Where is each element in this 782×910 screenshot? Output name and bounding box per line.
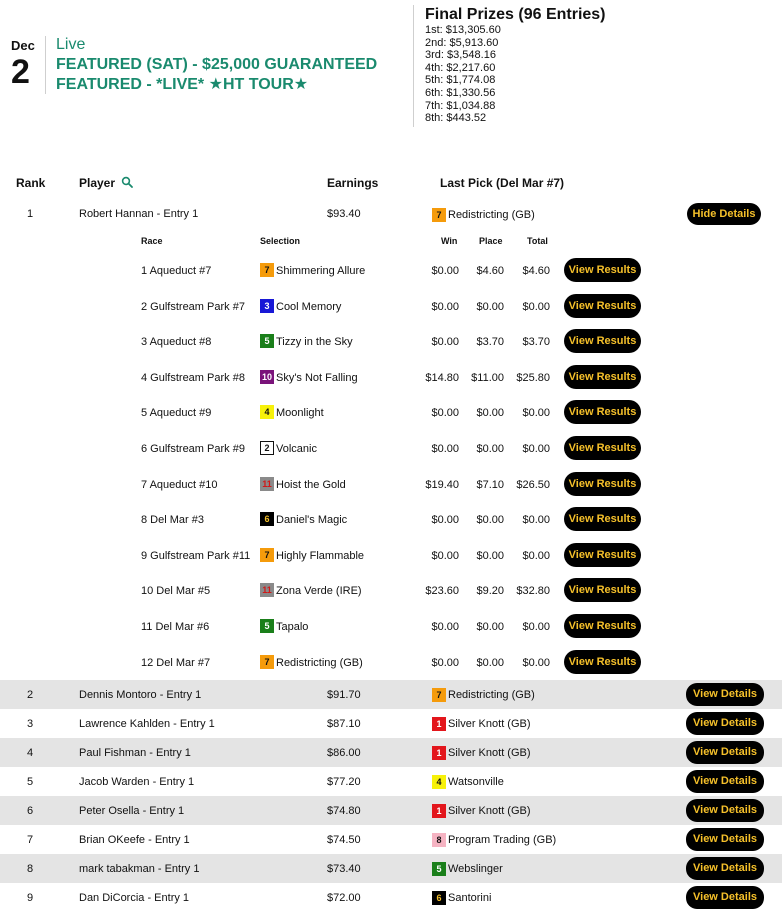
- selection-horse: Daniel's Magic: [276, 514, 348, 526]
- table-row: [0, 680, 782, 709]
- rank-cell: 4: [27, 747, 34, 759]
- win-amount: $0.00: [431, 657, 459, 669]
- view-results-button[interactable]: View Results: [564, 258, 641, 282]
- player-name: Paul Fishman - Entry 1: [79, 747, 191, 759]
- selection-horse: Redistricting (GB): [276, 657, 363, 669]
- earnings-cell: $73.40: [327, 863, 361, 875]
- selection-horse: Zona Verde (IRE): [276, 585, 362, 597]
- player-name: Dennis Montoro - Entry 1: [79, 689, 202, 701]
- post-number-badge: 4: [432, 775, 446, 789]
- win-amount: $0.00: [431, 443, 459, 455]
- post-number-badge: 1: [432, 804, 446, 818]
- view-results-button[interactable]: View Results: [564, 365, 641, 389]
- selection-horse: Moonlight: [276, 407, 324, 419]
- post-number-badge: 5: [432, 862, 446, 876]
- total-amount: $0.00: [522, 621, 550, 633]
- total-amount: $0.00: [522, 407, 550, 419]
- player-name: Peter Osella - Entry 1: [79, 805, 185, 817]
- view-results-button[interactable]: View Results: [564, 543, 641, 567]
- total-amount: $0.00: [522, 443, 550, 455]
- selection-horse: Sky's Not Falling: [276, 372, 358, 384]
- race-detail-row: [0, 323, 782, 359]
- race-name: 5 Aqueduct #9: [141, 407, 212, 419]
- place-amount: $0.00: [476, 514, 504, 526]
- prize-line: 2nd: $5,913.60: [425, 36, 499, 49]
- win-amount: $0.00: [431, 265, 459, 277]
- total-amount: $26.50: [516, 479, 550, 491]
- race-name: 12 Del Mar #7: [141, 657, 211, 669]
- view-results-button[interactable]: View Results: [564, 614, 641, 638]
- view-details-button[interactable]: View Details: [686, 799, 764, 822]
- table-row: [0, 854, 782, 883]
- player-name: Lawrence Kahlden - Entry 1: [79, 718, 215, 730]
- rank-cell: 1: [27, 208, 34, 220]
- race-name: 11 Del Mar #6: [141, 621, 210, 633]
- table-row: [0, 825, 782, 854]
- race-name: 10 Del Mar #5: [141, 585, 211, 597]
- subcol-race: Race: [141, 236, 163, 246]
- view-results-button[interactable]: View Results: [564, 650, 641, 674]
- last-pick-horse: Santorini: [448, 892, 492, 904]
- selection-horse: Shimmering Allure: [276, 265, 366, 277]
- earnings-cell: $72.00: [327, 892, 361, 904]
- subcol-total: Total: [527, 236, 548, 246]
- subcol-place: Place: [479, 236, 503, 246]
- table-row: [0, 709, 782, 738]
- final-prizes: [425, 5, 606, 125]
- view-details-button[interactable]: View Details: [686, 770, 764, 793]
- win-amount: $0.00: [431, 514, 459, 526]
- post-number-badge: 1: [432, 717, 446, 731]
- post-number-badge: 10: [261, 372, 272, 382]
- last-pick-horse: Silver Knott (GB): [448, 718, 531, 730]
- race-detail-row: [0, 430, 782, 466]
- post-number-badge: 5: [260, 334, 274, 348]
- race-name: 6 Gulfstream Park #9: [141, 443, 245, 455]
- prizes-title: Final Prizes (96 Entries): [425, 6, 606, 23]
- race-name: 9 Gulfstream Park #11: [141, 550, 251, 562]
- place-amount: $0.00: [476, 550, 504, 562]
- rank-cell: 6: [27, 805, 34, 817]
- table-row: [0, 767, 782, 796]
- prize-line: 1st: $13,305.60: [425, 24, 501, 36]
- race-name: 2 Gulfstream Park #7: [141, 301, 245, 313]
- place-amount: $9.20: [476, 585, 504, 597]
- race-name: 7 Aqueduct #10: [141, 479, 218, 491]
- total-amount: $25.80: [516, 372, 550, 384]
- total-amount: $32.80: [516, 585, 550, 597]
- win-amount: $0.00: [431, 621, 459, 633]
- view-details-button[interactable]: View Details: [686, 857, 764, 880]
- last-pick-horse: Redistricting (GB): [448, 689, 535, 701]
- view-results-button[interactable]: View Results: [564, 294, 641, 318]
- view-details-button[interactable]: View Details: [686, 683, 764, 706]
- player-name: Dan DiCorcia - Entry 1: [79, 892, 190, 904]
- race-detail-row: [0, 288, 782, 324]
- race-detail-row: [0, 359, 782, 395]
- place-amount: $4.60: [476, 265, 504, 277]
- contest-header: [0, 0, 782, 130]
- place-amount: $7.10: [476, 479, 504, 491]
- post-number-badge: 7: [260, 655, 274, 669]
- race-detail-row: [0, 608, 782, 644]
- place-amount: $0.00: [476, 301, 504, 313]
- post-number-badge: 7: [260, 548, 274, 562]
- view-results-button[interactable]: View Results: [564, 329, 641, 353]
- date-day: 2: [11, 53, 30, 91]
- table-row: [0, 796, 782, 825]
- prize-line: 5th: $1,774.08: [425, 74, 496, 87]
- post-number-badge: 7: [260, 263, 274, 277]
- selection-horse: Volcanic: [276, 443, 317, 455]
- rank-cell: 8: [27, 863, 34, 875]
- table-row: [0, 200, 782, 229]
- rank-cell: 2: [27, 689, 34, 701]
- view-results-button[interactable]: View Results: [564, 578, 641, 602]
- earnings-cell: $77.20: [327, 776, 361, 788]
- rank-cell: 9: [27, 892, 34, 904]
- total-amount: $0.00: [522, 657, 550, 669]
- post-number-badge: 7: [432, 688, 446, 702]
- post-number-badge: 3: [260, 299, 274, 313]
- date-month: Dec: [11, 38, 35, 53]
- selection-horse: Tizzy in the Sky: [276, 336, 353, 348]
- player-name: Robert Hannan - Entry 1: [79, 208, 199, 220]
- earnings-cell: $93.40: [327, 208, 361, 220]
- col-earnings: Earnings: [327, 176, 379, 190]
- prize-line: 6th: $1,330.56: [425, 86, 496, 99]
- prizes-divider: [413, 5, 414, 127]
- win-amount: $14.80: [425, 372, 459, 384]
- place-amount: $11.00: [471, 372, 504, 384]
- win-amount: $0.00: [431, 407, 459, 419]
- race-name: 8 Del Mar #3: [141, 514, 204, 526]
- last-pick-horse: Silver Knott (GB): [448, 805, 531, 817]
- race-detail-row: [0, 572, 782, 608]
- player-name: mark tabakman - Entry 1: [79, 863, 200, 875]
- earnings-cell: $87.10: [327, 718, 361, 730]
- earnings-cell: $74.50: [327, 834, 361, 846]
- win-amount: $23.60: [425, 585, 459, 597]
- total-amount: $0.00: [522, 514, 550, 526]
- place-amount: $0.00: [476, 657, 504, 669]
- col-last-pick: Last Pick (Del Mar #7): [440, 176, 565, 190]
- contest-title-line2: FEATURED - *LIVE* ★HT TOUR★: [56, 76, 309, 93]
- race-detail-row: [0, 644, 782, 680]
- post-number-badge: 8: [432, 833, 446, 847]
- view-details-button[interactable]: View Details: [686, 712, 764, 735]
- rank-cell: 7: [27, 834, 34, 846]
- earnings-cell: $91.70: [327, 689, 361, 701]
- race-detail-row: [0, 537, 782, 573]
- contest-title: [56, 55, 377, 95]
- subcol-win: Win: [441, 236, 458, 246]
- earnings-cell: $74.80: [327, 805, 361, 817]
- last-pick-horse: Program Trading (GB): [448, 834, 557, 846]
- race-name: 3 Aqueduct #8: [141, 336, 212, 348]
- post-number-badge: 1: [432, 746, 446, 760]
- last-pick-horse: Webslinger: [448, 863, 503, 875]
- earnings-cell: $86.00: [327, 747, 361, 759]
- race-detail-row: [0, 501, 782, 537]
- race-name: 1 Aqueduct #7: [141, 265, 212, 277]
- col-player: Player: [79, 176, 116, 190]
- win-amount: $0.00: [431, 301, 459, 313]
- prize-line: 4th: $2,217.60: [425, 61, 496, 74]
- race-detail-row: [0, 252, 782, 288]
- table-row: [0, 883, 782, 910]
- live-status: Live: [56, 36, 86, 53]
- win-amount: $0.00: [431, 336, 459, 348]
- view-details-button[interactable]: View Details: [686, 886, 764, 909]
- table-row: [0, 738, 782, 767]
- view-details-button[interactable]: View Details: [686, 828, 764, 851]
- prize-list: [425, 24, 606, 125]
- col-rank: Rank: [16, 176, 46, 190]
- prize-line: 3rd: $3,548.16: [425, 49, 496, 62]
- rank-cell: 3: [27, 718, 34, 730]
- date-divider: [45, 36, 46, 94]
- post-number-badge: 11: [260, 477, 274, 491]
- post-number-badge: 4: [260, 405, 274, 419]
- contest-title-line1: FEATURED (SAT) - $25,000 GUARANTEED: [56, 56, 378, 73]
- place-amount: $0.00: [476, 621, 504, 633]
- selection-horse: Cool Memory: [276, 301, 342, 313]
- place-amount: $3.70: [476, 336, 504, 348]
- view-results-button[interactable]: View Results: [564, 507, 641, 531]
- post-number-badge: 6: [432, 891, 446, 905]
- hide-details-button[interactable]: Hide Details: [687, 203, 761, 225]
- last-pick-horse: Silver Knott (GB): [448, 747, 531, 759]
- win-amount: $0.00: [431, 550, 459, 562]
- race-name: 4 Gulfstream Park #8: [141, 372, 245, 384]
- post-number-badge: 5: [260, 619, 274, 633]
- subcol-selection: Selection: [260, 236, 301, 246]
- rank-cell: 5: [27, 776, 34, 788]
- race-detail-row: [0, 466, 782, 502]
- selection-horse: Hoist the Gold: [276, 479, 346, 491]
- total-amount: $4.60: [522, 265, 550, 277]
- post-number-badge: 11: [260, 583, 274, 597]
- view-results-button[interactable]: View Results: [564, 436, 641, 460]
- post-number-badge: 7: [432, 208, 446, 222]
- total-amount: $0.00: [522, 550, 550, 562]
- total-amount: $3.70: [522, 336, 550, 348]
- post-number-badge: 2: [260, 441, 274, 455]
- player-name: Jacob Warden - Entry 1: [79, 776, 195, 788]
- prize-line: 7th: $1,034.88: [425, 99, 496, 112]
- selection-horse: Tapalo: [276, 621, 309, 633]
- view-results-button[interactable]: View Results: [564, 472, 641, 496]
- last-pick-horse: Redistricting (GB): [448, 209, 535, 221]
- win-amount: $19.40: [425, 479, 459, 491]
- view-results-button[interactable]: View Results: [564, 400, 641, 424]
- player-name: Brian OKeefe - Entry 1: [79, 834, 190, 846]
- race-detail-row: [0, 394, 782, 430]
- post-number-badge: 6: [260, 512, 274, 526]
- selection-horse: Highly Flammable: [276, 550, 365, 562]
- last-pick-horse: Watsonville: [448, 776, 504, 788]
- place-amount: $0.00: [476, 407, 504, 419]
- prize-line: 8th: $443.52: [425, 112, 487, 125]
- view-details-button[interactable]: View Details: [686, 741, 764, 764]
- place-amount: $0.00: [476, 443, 504, 455]
- total-amount: $0.00: [522, 301, 550, 313]
- search-icon[interactable]: [121, 176, 133, 188]
